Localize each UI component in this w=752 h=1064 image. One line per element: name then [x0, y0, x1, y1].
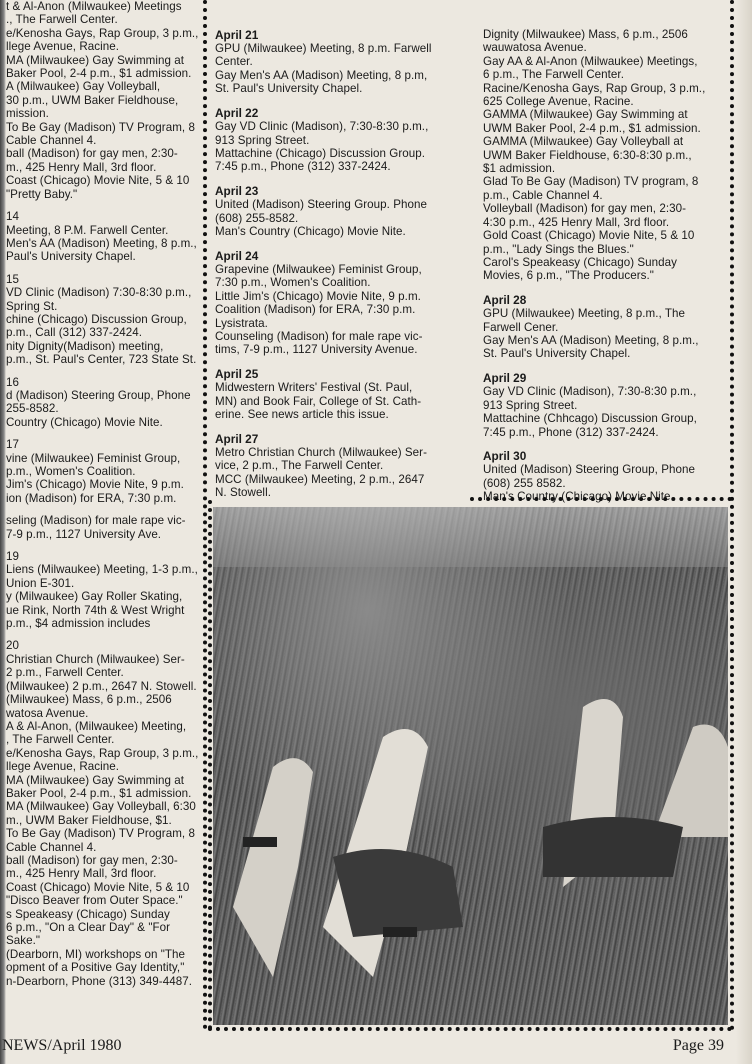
left-listing-line: (Dearborn, MI) workshops on "The: [6, 947, 186, 961]
left-listing-line: Jim's (Chicago) Movie Nite, 9 p.m.: [6, 478, 184, 492]
event-line: Midwestern Writers' Festival (St. Paul,: [215, 381, 413, 395]
event-line: MN) and Book Fair, College of St. Cath-: [215, 394, 422, 408]
event-line: Movies, 6 p.m., "The Producers.": [483, 269, 654, 283]
date-block: [483, 28, 727, 283]
event-line: 625 College Avenue, Racine.: [483, 95, 634, 109]
event-line: 913 Spring Street.: [215, 133, 310, 147]
left-listing-line: seling (Madison) for male rape vic-: [6, 514, 186, 528]
left-listing-line: llege Avenue, Racine.: [6, 760, 119, 774]
left-listing-line: ball (Madison) for gay men, 2:30-: [6, 853, 178, 867]
date-block: [215, 184, 452, 238]
left-listing-line: opment of a Positive Gay Identity,": [6, 961, 185, 975]
event-line: Carol's Speakeasy (Chicago) Sunday: [483, 255, 678, 269]
left-listing-line: p.m., St. Paul's Center, 723 State St.: [6, 353, 197, 367]
event-line: 7:30 p.m., Women's Coalition.: [215, 276, 371, 290]
left-listing-line: d (Madison) Steering Group, Phone: [6, 388, 191, 402]
event-line: 7:45 p.m., Phone (312) 337-2424.: [215, 160, 391, 174]
left-listing-line: y (Milwaukee) Gay Roller Skating,: [6, 590, 183, 604]
left-listing-line: To Be Gay (Madison) TV Program, 8: [6, 120, 195, 134]
event-line: Man's Country (Chicago) Movie Nite.: [215, 225, 406, 239]
left-listing-line: [6, 264, 198, 273]
date-block: [483, 371, 727, 439]
left-listing-line: vine (Milwaukee) Feminist Group,: [6, 451, 181, 465]
event-line: (608) 255-8582.: [215, 211, 299, 225]
event-line: 6 p.m., The Farwell Center.: [483, 68, 624, 82]
footer-page-number: Page 39: [672, 1037, 724, 1054]
lawn-photograph: [213, 507, 728, 1025]
left-listing-line: "Pretty Baby.": [6, 187, 78, 201]
left-listing-line: nity Dignity(Madison) meeting,: [6, 339, 164, 353]
event-line: Glad To Be Gay (Madison) TV program, 8: [483, 175, 699, 189]
event-line: Gold Coast (Chicago) Movie Nite, 5 & 10: [483, 229, 695, 243]
left-listing-line: 20: [6, 639, 19, 653]
left-listing-line: Spring St.: [6, 299, 58, 313]
left-listing-line: mission.: [6, 107, 49, 121]
legs-figure-illustration: [213, 507, 728, 1025]
left-listing-line: 17: [6, 438, 19, 452]
event-line: Coalition (Madison) for ERA, 7:30 p.m.: [215, 303, 416, 317]
left-listing-line: m., 425 Henry Mall, 3rd floor.: [6, 867, 157, 881]
left-listing-line: [6, 541, 198, 550]
left-listing-line: watosa Avenue.: [6, 706, 89, 720]
date-block: [215, 367, 452, 421]
left-listing-line: Paul's University Chapel.: [6, 250, 136, 264]
left-listing-line: Coast (Chicago) Movie Nite, 5 & 10: [6, 880, 190, 894]
date-block: [215, 106, 452, 174]
event-line: GAMMA (Milwaukee) Gay Swimming at: [483, 108, 688, 122]
event-line: Gay VD Clinic (Madison), 7:30-8:30 p.m.,: [483, 385, 697, 399]
event-line: Gay Men's AA (Madison) Meeting, 8 p.m.,: [483, 334, 699, 348]
left-listing-line: p.m., $4 admission includes: [6, 617, 151, 631]
date-heading: April 29: [483, 371, 527, 386]
left-listing-line: (Milwaukee) 2 p.m., 2647 N. Stowell.: [6, 679, 197, 693]
event-line: Little Jim's (Chicago) Movie Nite, 9 p.m.: [215, 289, 421, 303]
event-line: United (Madison) Steering Group, Phone: [483, 463, 695, 477]
left-listing-line: Liens (Milwaukee) Meeting, 1-3 p.m.,: [6, 563, 198, 577]
left-listing-line: llege Avenue, Racine.: [6, 40, 119, 54]
left-column-listings: [6, 0, 198, 988]
event-line: Center.: [215, 55, 253, 69]
date-block: [483, 293, 727, 361]
left-listing-line: p.m., Women's Coalition.: [6, 465, 136, 478]
photo-left-border: [208, 500, 212, 1030]
event-line: GPU (Milwaukee) Meeting, 8 p.m., The: [483, 307, 685, 321]
left-listing-line: Coast (Chicago) Movie Nite, 5 & 10: [6, 174, 190, 188]
middle-column-listings: [215, 28, 452, 510]
left-listing-line: [6, 201, 198, 210]
left-listing-line: 255-8582.: [6, 402, 59, 416]
event-line: 4:30 p.m., 425 Henry Mall, 3rd floor.: [483, 215, 670, 229]
left-listing-line: Country (Chicago) Movie Nite.: [6, 415, 163, 429]
date-heading: April 28: [483, 293, 527, 308]
event-line: St. Paul's University Chapel.: [215, 82, 363, 96]
left-listing-line: 30 p.m., UWM Baker Fieldhouse,: [6, 93, 179, 107]
event-line: Mattachine (Chhcago) Discussion Group,: [483, 412, 697, 426]
footer-publication-date: NEWS/April 1980: [2, 1037, 122, 1054]
date-heading: April 27: [215, 432, 259, 447]
left-listing-line: 16: [6, 375, 19, 389]
event-line: Gay VD Clinic (Madison), 7:30-8:30 p.m.,: [215, 120, 429, 134]
left-listing-line: Cable Channel 4.: [6, 134, 97, 148]
left-listing-line: Cable Channel 4.: [6, 840, 97, 854]
left-listing-line: e/Kenosha Gays, Rap Group, 3 p.m.,: [6, 26, 198, 40]
left-listing-line: Men's AA (Madison) Meeting, 8 p.m.,: [6, 236, 197, 250]
left-listing-line: n-Dearborn, Phone (313) 349-4487.: [6, 974, 192, 988]
event-line: (608) 255 8582.: [483, 476, 566, 490]
date-heading: April 30: [483, 449, 527, 464]
date-heading: April 23: [215, 184, 259, 199]
event-line: Volleyball (Madison) for gay men, 2:30-: [483, 202, 687, 216]
left-listing-line: MA (Milwaukee) Gay Swimming at: [6, 773, 185, 787]
left-listing-line: "Disco Beaver from Outer Space.": [6, 894, 183, 908]
photo-bottom-border: [208, 1027, 732, 1031]
event-line: St. Paul's University Chapel.: [483, 347, 631, 361]
left-listing-line: ion (Madison) for ERA, 7:30 p.m.: [6, 491, 177, 505]
left-listing-line: m., 425 Henry Mall, 3rd floor.: [6, 160, 157, 174]
left-listing-line: [6, 505, 198, 514]
left-listing-line: , The Farwell Center.: [6, 733, 115, 747]
event-line: vice, 2 p.m., The Farwell Center.: [215, 459, 384, 473]
event-line: Racine/Kenosha Gays, Rap Group, 3 p.m.,: [483, 81, 706, 95]
event-line: Lysistrata.: [215, 316, 268, 330]
event-line: Farwell Cener.: [483, 320, 559, 334]
left-listing-line: MA (Milwaukee) Gay Volleyball, 6:30: [6, 800, 196, 814]
left-listing-line: 14: [6, 210, 19, 224]
event-line: p.m., "Lady Sings the Blues.": [483, 242, 634, 256]
left-listing-line: ., The Farwell Center.: [6, 13, 118, 27]
event-line: 913 Spring Street.: [483, 398, 578, 412]
left-listing-line: 19: [6, 550, 19, 564]
event-line: 7:45 p.m., Phone (312) 337-2424.: [483, 425, 659, 439]
left-listing-line: Baker Pool, 2-4 p.m., $1 admission.: [6, 786, 192, 800]
left-listing-line: 15: [6, 272, 19, 286]
date-block: [483, 449, 727, 503]
event-line: Gay AA & Al-Anon (Milwaukee) Meetings,: [483, 54, 698, 68]
left-listing-line: s Speakeasy (Chicago) Sunday: [6, 907, 170, 921]
event-line: MCC (Milwaukee) Meeting, 2 p.m., 2647: [215, 472, 425, 486]
left-listing-line: m., UWM Baker Fieldhouse, $1.: [6, 813, 172, 827]
left-listing-line: ue Rink, North 74th & West Wright: [6, 603, 185, 617]
left-listing-line: Sake.": [6, 934, 41, 948]
left-listing-line: Baker Pool, 2-4 p.m., $1 admission.: [6, 67, 192, 81]
left-listing-line: A & Al-Anon, (Milwaukee) Meeting,: [6, 719, 187, 733]
photo-top-border: [470, 497, 732, 501]
event-line: Metro Christian Church (Milwaukee) Ser-: [215, 446, 427, 460]
left-listing-line: [6, 367, 198, 376]
column-divider: [203, 0, 207, 1030]
event-line: $1 admission.: [483, 162, 556, 176]
left-listing-line: 7-9 p.m., 1127 University Ave.: [6, 527, 162, 541]
right-column-listings: [483, 28, 727, 514]
event-line: GAMMA (Milwaukee) Gay Volleyball at: [483, 135, 684, 149]
left-listing-line: t & Al-Anon (Milwaukee) Meetings: [6, 0, 182, 13]
left-listing-line: 6 p.m., "On a Clear Day" & "For: [6, 921, 171, 934]
event-line: wauwatosa Avenue.: [483, 41, 587, 55]
left-listing-line: To Be Gay (Madison) TV Program, 8: [6, 827, 195, 841]
date-block: [215, 249, 452, 357]
date-heading: April 25: [215, 367, 259, 382]
event-line: Gay Men's AA (Madison) Meeting, 8 p.m,: [215, 68, 428, 82]
event-line: Counseling (Madison) for male rape vic-: [215, 330, 423, 343]
date-heading: April 24: [215, 248, 259, 263]
event-line: Grapevine (Milwaukee) Feminist Group,: [215, 262, 422, 276]
left-listing-line: ball (Madison) for gay men, 2:30-: [6, 147, 178, 161]
event-line: UWM Baker Fieldhouse, 6:30-8:30 p.m.,: [483, 148, 692, 162]
left-listing-line: 2 p.m., Farwell Center.: [6, 666, 124, 680]
left-listing-line: [6, 429, 198, 438]
event-line: Mattachine (Chicago) Discussion Group.: [215, 146, 426, 160]
event-line: N. Stowell.: [215, 486, 271, 500]
event-line: erine. See news article this issue.: [215, 408, 389, 422]
event-line: GPU (Milwaukee) Meeting, 8 p.m. Farwell: [215, 42, 432, 55]
date-block: [215, 28, 452, 96]
event-line: UWM Baker Pool, 2-4 p.m., $1 admission.: [483, 121, 701, 135]
event-line: p.m., Cable Channel 4.: [483, 188, 603, 202]
left-listing-line: [6, 630, 198, 639]
left-listing-line: Christian Church (Milwaukee) Ser-: [6, 652, 185, 666]
photo-right-border: [730, 0, 734, 1031]
left-listing-line: p.m., Call (312) 337-2424.: [6, 326, 142, 340]
event-line: Man's Country (Chicago) Movie Nite.: [483, 490, 674, 504]
date-heading: April 22: [215, 106, 259, 121]
date-heading: April 21: [215, 28, 259, 42]
left-listing-line: (Milwaukee) Mass, 6 p.m., 2506: [6, 693, 172, 707]
date-block: [215, 432, 452, 500]
page-right-edge: [736, 0, 752, 1064]
event-line: Dignity (Milwaukee) Mass, 6 p.m., 2506: [483, 28, 688, 41]
event-line: United (Madison) Steering Group. Phone: [215, 198, 427, 212]
left-listing-line: VD Clinic (Madison) 7:30-8:30 p.m.,: [6, 286, 192, 300]
left-listing-line: chine (Chicago) Discussion Group,: [6, 312, 187, 326]
left-listing-line: e/Kenosha Gays, Rap Group, 3 p.m.,: [6, 746, 198, 760]
left-listing-line: A (Milwaukee) Gay Volleyball,: [6, 80, 161, 94]
left-listing-line: Union E-301.: [6, 576, 75, 590]
event-line: tims, 7-9 p.m., 1127 University Avenue.: [215, 343, 418, 357]
left-listing-line: MA (Milwaukee) Gay Swimming at: [6, 53, 185, 67]
left-listing-line: Meeting, 8 P.M. Farwell Center.: [6, 223, 169, 237]
